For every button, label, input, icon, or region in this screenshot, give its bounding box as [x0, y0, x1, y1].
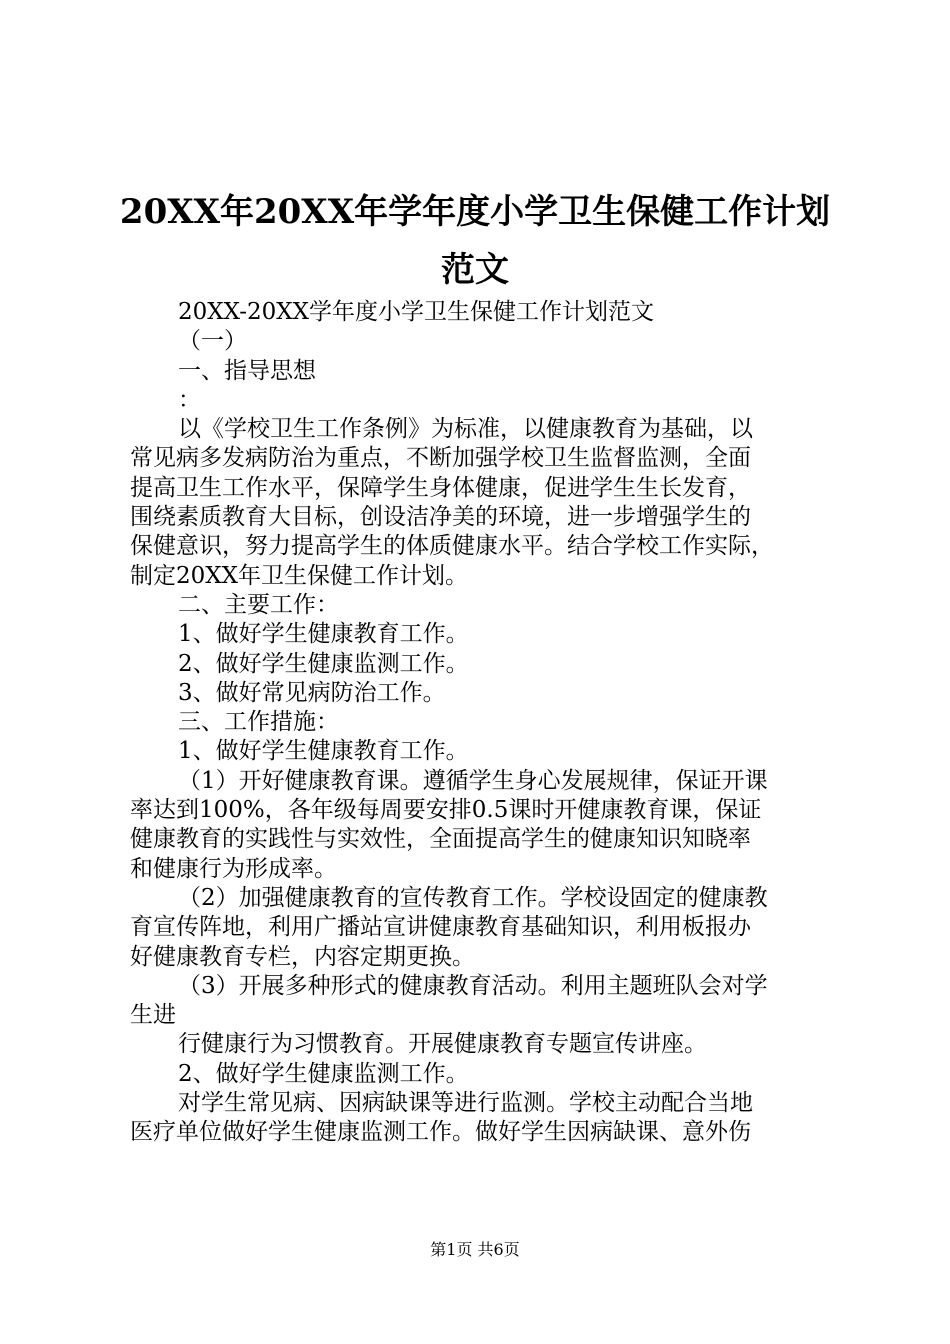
body-text-line: 率达到100%，各年级每周要安排0.5课时开健康教育课，保证: [130, 797, 762, 824]
body-text-line: 1、做好学生健康教育工作。: [178, 738, 469, 765]
body-text-line: 生进: [130, 1002, 176, 1029]
body-text-line: 制定20XX年卫生保健工作计划。: [130, 562, 469, 589]
body-text-line: 健康教育的实践性与实效性，全面提高学生的健康知识知晓率: [130, 826, 751, 853]
body-text-line: 以《学校卫生工作条例》为标准，以健康教育为基础，以: [178, 416, 753, 443]
body-text-line: 1、做好学生健康教育工作。: [178, 621, 469, 648]
body-text-line: （2）加强健康教育的宣传教育工作。学校设固定的健康教: [178, 884, 768, 911]
body-text-line: 对学生常见病、因病缺课等进行监测。学校主动配合当地: [178, 1090, 753, 1117]
body-text-line: 和健康行为形成率。: [130, 855, 337, 882]
page-footer: 第1页 共6页: [430, 1240, 520, 1259]
body-text-line: 育宣传阵地，利用广播站宣讲健康教育基础知识，利用板报办: [130, 914, 751, 941]
body-text-line: 行健康行为习惯教育。开展健康教育专题宣传讲座。: [178, 1031, 707, 1058]
body-text-line: 保健意识，努力提高学生的体质健康水平。结合学校工作实际，: [130, 533, 774, 560]
body-text-line: 2、做好学生健康监测工作。: [178, 1060, 469, 1087]
document-body: [130, 298, 830, 1148]
body-text-line: 提高卫生工作水平，保障学生身体健康，促进学生生长发育，: [130, 474, 751, 501]
body-text-line: 2、做好学生健康监测工作。: [178, 650, 469, 677]
body-text-line: （1）开好健康教育课。遵循学生身心发展规律，保证开课: [178, 767, 768, 794]
body-text-line: 三、工作措施：: [178, 709, 339, 736]
body-text-line: 医疗单位做好学生健康监测工作。做好学生因病缺课、意外伤: [130, 1119, 751, 1146]
body-text-line: 一、指导思想: [178, 357, 316, 384]
document-title-line-1: 20XX年20XX年学年度小学卫生保健工作计划: [119, 192, 831, 232]
body-text-line: ：: [178, 386, 201, 413]
document-title-line-2: 范文: [441, 250, 509, 290]
body-text-line: （3）开展多种形式的健康教育活动。利用主题班队会对学: [178, 972, 768, 999]
body-text-line: 20XX-20XX学年度小学卫生保健工作计划范文: [178, 299, 654, 325]
body-text-line: 好健康教育专栏，内容定期更换。: [130, 943, 475, 970]
body-text-line: （一）: [178, 328, 247, 355]
body-text-line: 围绕素质教育大目标，创设洁净美的环境，进一步增强学生的: [130, 504, 751, 531]
body-text-line: 常见病多发病防治为重点，不断加强学校卫生监督监测，全面: [130, 445, 751, 472]
body-text-line: 二、主要工作：: [178, 591, 339, 618]
body-text-line: 3、做好常见病防治工作。: [178, 679, 446, 706]
